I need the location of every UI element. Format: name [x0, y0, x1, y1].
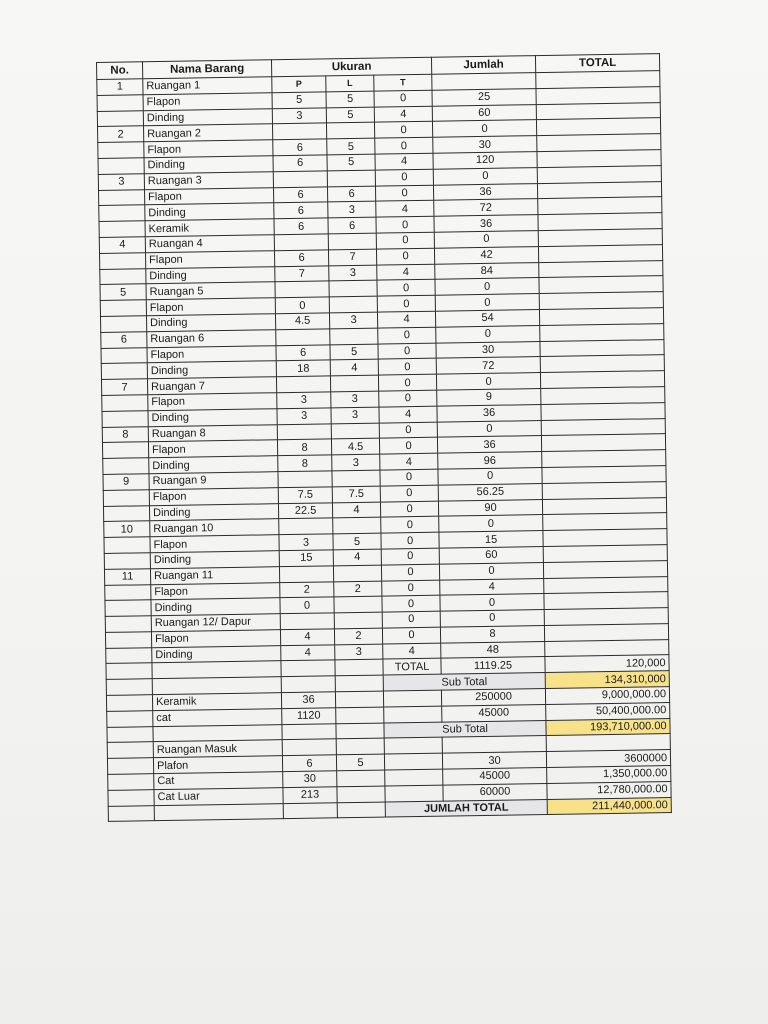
row-jumlah: [432, 73, 536, 90]
row-l: 3: [328, 201, 376, 218]
row-p: 18: [276, 360, 330, 377]
row-l: [334, 596, 382, 613]
row-no: [102, 395, 148, 412]
row-p: 0: [280, 597, 334, 614]
row-no: [101, 347, 147, 364]
row-t: 0: [381, 548, 439, 565]
row-l: 2: [334, 581, 382, 598]
row-name: Ruangan 7: [147, 377, 276, 395]
row-jumlah: 56.25: [438, 483, 542, 500]
subtotal-1-value: 134,310,000: [545, 671, 669, 689]
cat-luar-name: Cat Luar: [154, 788, 283, 806]
row-t: 0: [382, 580, 440, 597]
row-no: [104, 537, 150, 554]
row-jumlah: 60: [432, 104, 536, 121]
row-jumlah: 72: [434, 199, 538, 216]
row-no: 6: [101, 331, 147, 348]
row-name: Dinding: [144, 156, 273, 174]
table-body: [97, 71, 669, 664]
grand-total-label: JUMLAH TOTAL: [385, 799, 547, 817]
row-l: 3: [335, 644, 383, 661]
row-jumlah: 36: [437, 436, 541, 453]
row-no: [97, 95, 143, 112]
row-t: 0: [374, 90, 432, 107]
row-l: 2: [334, 628, 382, 645]
row-jumlah: 0: [433, 167, 537, 184]
row-name: Flapon: [148, 440, 277, 458]
header-ukuran: Ukuran: [271, 57, 431, 77]
row-p: [275, 281, 329, 298]
row-no: [102, 442, 148, 459]
cat-masuk-qty: 30: [283, 771, 337, 788]
row-t: 0: [378, 374, 436, 391]
total-label: TOTAL: [383, 659, 441, 676]
row-p: 6: [274, 250, 328, 267]
cat-luar-total: 12,780,000.00: [547, 781, 671, 799]
row-t: 0: [379, 438, 437, 455]
keramik-name: Keramik: [152, 693, 281, 711]
row-jumlah: 0: [436, 325, 540, 342]
row-jumlah: 120: [433, 152, 537, 169]
row-l: 3: [331, 407, 379, 424]
cat-name: cat: [153, 709, 282, 727]
row-no: 8: [102, 426, 148, 443]
row-t: 0: [382, 595, 440, 612]
row-name: Ruangan 6: [147, 329, 276, 347]
row-no: 5: [100, 284, 146, 301]
keramik-price: 250000: [441, 689, 545, 706]
cost-table-container: [96, 53, 672, 822]
row-p: 4.5: [275, 313, 329, 330]
row-name: Ruangan 3: [144, 172, 273, 190]
row-t: 0: [378, 359, 436, 376]
row-no: [105, 632, 151, 649]
row-t: 0: [378, 343, 436, 360]
row-jumlah: 84: [435, 262, 539, 279]
row-jumlah: 90: [438, 499, 542, 516]
row-l: 3: [331, 391, 379, 408]
row-l: 6: [328, 217, 376, 234]
row-total: [543, 560, 667, 578]
cat-luar-price: 60000: [443, 783, 547, 800]
row-jumlah: 0: [438, 467, 542, 484]
plafon-name: Plafon: [153, 756, 282, 774]
row-p: 22.5: [278, 502, 332, 519]
row-l: 5: [327, 154, 375, 171]
row-jumlah: 96: [438, 452, 542, 469]
row-no: [105, 584, 151, 601]
row-p: 15: [279, 550, 333, 567]
row-l: 5: [330, 344, 378, 361]
row-p: 5: [272, 92, 326, 109]
row-l: [334, 612, 382, 629]
row-total: [543, 544, 667, 562]
plafon-jumlah: 30: [442, 752, 546, 769]
row-total: [541, 402, 665, 420]
row-t: 0: [380, 501, 438, 518]
row-name: Ruangan 1: [143, 77, 272, 95]
row-name: Ruangan 2: [144, 124, 273, 142]
row-no: [105, 616, 151, 633]
row-jumlah: 0: [437, 420, 541, 437]
row-l: [333, 517, 381, 534]
row-p: 7.5: [278, 487, 332, 504]
row-t: 0: [381, 564, 439, 581]
keramik-qty: 36: [281, 692, 335, 709]
row-no: [103, 489, 149, 506]
row-l: [328, 233, 376, 250]
row-p: 6: [274, 202, 328, 219]
row-no: [100, 268, 146, 285]
row-l: 3: [332, 454, 380, 471]
row-jumlah: 0: [436, 373, 540, 390]
row-total: [537, 181, 661, 199]
keramik-total: 9,000,000.00: [545, 687, 669, 705]
row-p: 2: [280, 581, 334, 598]
row-l: 4.5: [331, 438, 379, 455]
cat-qty: 1120: [282, 708, 336, 725]
row-p: 3: [279, 534, 333, 551]
header-nama-barang: Nama Barang: [143, 60, 272, 79]
row-l: 7: [328, 249, 376, 266]
row-name: Flapon: [151, 630, 280, 648]
row-total: [539, 292, 663, 310]
row-name: Ruangan 11: [150, 566, 279, 584]
row-t: 4: [377, 264, 435, 281]
row-t: 4: [374, 106, 432, 123]
row-t: 0: [376, 232, 434, 249]
row-p: [277, 423, 331, 440]
header-no: No.: [97, 62, 143, 80]
row-t: 0: [380, 485, 438, 502]
row-t: 0: [377, 295, 435, 312]
row-t: 0: [379, 422, 437, 439]
row-jumlah: 15: [439, 531, 543, 548]
row-name: Ruangan 12/ Dapur: [151, 614, 280, 632]
row-p: 6: [274, 218, 328, 235]
subtotal-2-value: 193,710,000.00: [546, 718, 670, 736]
row-name: Flapon: [145, 187, 274, 205]
row-name: Dinding: [150, 551, 279, 569]
row-total: [543, 529, 667, 547]
row-l: [333, 565, 381, 582]
row-no: [106, 647, 152, 664]
row-t: 0: [377, 280, 435, 297]
row-t: 4: [377, 311, 435, 328]
row-name: Flapon: [144, 140, 273, 158]
row-jumlah: 0: [439, 562, 543, 579]
header-p: P: [272, 76, 326, 93]
ruangan-masuk-name: Ruangan Masuk: [153, 740, 282, 758]
row-name: Keramik: [145, 219, 274, 237]
row-p: [276, 376, 330, 393]
row-jumlah: 48: [441, 641, 545, 658]
row-p: [279, 518, 333, 535]
row-no: [104, 553, 150, 570]
row-no: 11: [104, 568, 150, 585]
row-p: [274, 234, 328, 251]
row-total: [537, 150, 661, 168]
row-jumlah: 0: [434, 231, 538, 248]
row-name: Dinding: [151, 598, 280, 616]
plafon-total: 3600000: [546, 750, 670, 768]
row-no: [103, 458, 149, 475]
row-p: 6: [273, 155, 327, 172]
row-jumlah: 8: [440, 625, 544, 642]
row-jumlah: 9: [437, 388, 541, 405]
row-name: Ruangan 10: [150, 519, 279, 537]
row-l: 3: [329, 312, 377, 329]
row-jumlah: 60: [439, 546, 543, 563]
row-total: [539, 276, 663, 294]
row-name: Dinding: [147, 361, 276, 379]
row-name: Dinding: [149, 456, 278, 474]
header-jumlah: Jumlah: [431, 56, 535, 75]
row-name: Dinding: [149, 503, 278, 521]
row-no: [99, 189, 145, 206]
row-name: Ruangan 4: [145, 235, 274, 253]
cat-price: 45000: [442, 704, 546, 721]
row-name: Dinding: [152, 645, 281, 663]
row-t: 0: [376, 216, 434, 233]
row-no: 3: [98, 174, 144, 191]
row-jumlah: 36: [437, 404, 541, 421]
row-no: [105, 600, 151, 617]
row-t: 0: [382, 627, 440, 644]
cost-table: [96, 53, 672, 822]
row-no: [102, 410, 148, 427]
row-l: [329, 280, 377, 297]
row-l: 4: [330, 359, 378, 376]
row-p: [279, 566, 333, 583]
row-name: Flapon: [148, 393, 277, 411]
row-jumlah: 0: [440, 610, 544, 627]
header-l: L: [326, 75, 374, 92]
row-no: [99, 205, 145, 222]
row-t: 0: [375, 169, 433, 186]
row-p: 8: [277, 439, 331, 456]
row-jumlah: 36: [434, 183, 538, 200]
cat-masuk-price: 45000: [443, 768, 547, 785]
subtotal-1-label: Sub Total: [383, 673, 545, 691]
row-name: Ruangan 5: [146, 282, 275, 300]
row-jumlah: 30: [436, 341, 540, 358]
row-jumlah: 0: [435, 294, 539, 311]
row-jumlah: 25: [432, 88, 536, 105]
cat-luar-qty: 213: [283, 787, 337, 804]
row-no: [98, 142, 144, 159]
total-value: 120,000: [545, 655, 669, 673]
row-p: [272, 123, 326, 140]
row-no: 7: [101, 379, 147, 396]
row-l: 5: [327, 138, 375, 155]
total-jumlah: 1119.25: [441, 657, 545, 674]
cat-total: 50,400,000.00: [546, 702, 670, 720]
row-no: [103, 505, 149, 522]
row-t: 0: [379, 390, 437, 407]
row-name: Flapon: [150, 535, 279, 553]
row-no: [100, 253, 146, 270]
row-l: 7.5: [332, 486, 380, 503]
row-l: [329, 296, 377, 313]
row-name: Flapon: [146, 298, 275, 316]
row-l: 5: [326, 91, 374, 108]
row-t: 0: [380, 469, 438, 486]
row-jumlah: 0: [439, 515, 543, 532]
row-no: [101, 363, 147, 380]
row-t: 0: [381, 532, 439, 549]
row-l: [326, 123, 374, 140]
header-total: TOTAL: [535, 54, 659, 73]
row-jumlah: 72: [436, 357, 540, 374]
row-no: [97, 110, 143, 127]
cat-masuk-name: Cat: [154, 772, 283, 790]
row-p: 4: [281, 645, 335, 662]
row-no: [100, 300, 146, 317]
row-no: [98, 158, 144, 175]
plafon-p: 6: [282, 755, 336, 772]
row-t: 4: [380, 453, 438, 470]
row-name: Dinding: [145, 203, 274, 221]
row-total: [537, 165, 661, 183]
row-name: Ruangan 9: [149, 472, 278, 490]
row-no: 4: [99, 237, 145, 254]
row-p: 0: [275, 297, 329, 314]
row-no: 10: [104, 521, 150, 538]
row-no: 1: [97, 79, 143, 96]
subtotal-2-label: Sub Total: [384, 720, 546, 738]
row-p: 6: [273, 139, 327, 156]
row-t: 0: [375, 137, 433, 154]
row-p: [278, 471, 332, 488]
row-name: Ruangan 8: [148, 424, 277, 442]
header-t: T: [374, 74, 432, 91]
row-name: Flapon: [151, 582, 280, 600]
row-name: Dinding: [143, 108, 272, 126]
row-name: Dinding: [148, 408, 277, 426]
row-p: [280, 613, 334, 630]
row-jumlah: 4: [440, 578, 544, 595]
row-l: [327, 170, 375, 187]
row-name: Flapon: [145, 250, 274, 268]
row-total: [541, 418, 665, 436]
row-l: 3: [329, 265, 377, 282]
row-l: 5: [326, 107, 374, 124]
cat-masuk-total: 1,350,000.00: [547, 766, 671, 784]
row-l: [330, 375, 378, 392]
row-p: 3: [272, 107, 326, 124]
row-no: [100, 316, 146, 333]
plafon-l: 5: [336, 754, 384, 771]
row-p: 3: [277, 392, 331, 409]
row-name: Flapon: [147, 345, 276, 363]
row-no: 9: [103, 474, 149, 491]
row-t: 4: [376, 201, 434, 218]
row-no: 2: [98, 126, 144, 143]
row-t: 0: [381, 516, 439, 533]
grand-total-value: 211,440,000.00: [547, 797, 671, 815]
row-l: 4: [333, 549, 381, 566]
row-total: [539, 308, 663, 326]
row-l: [332, 470, 380, 487]
row-name: Dinding: [146, 266, 275, 284]
row-p: 6: [276, 344, 330, 361]
row-p: 8: [278, 455, 332, 472]
row-jumlah: 42: [434, 246, 538, 263]
row-t: 0: [382, 611, 440, 628]
row-no: [99, 221, 145, 238]
row-p: 6: [273, 186, 327, 203]
row-jumlah: 36: [434, 215, 538, 232]
row-p: [276, 329, 330, 346]
row-name: Flapon: [149, 487, 278, 505]
row-t: 0: [375, 185, 433, 202]
row-t: 0: [374, 122, 432, 139]
row-p: 3: [277, 408, 331, 425]
row-l: [331, 423, 379, 440]
row-t: 0: [376, 248, 434, 265]
row-t: 4: [383, 643, 441, 660]
row-jumlah: 0: [433, 120, 537, 137]
row-t: 0: [378, 327, 436, 344]
row-l: 6: [327, 186, 375, 203]
row-jumlah: 0: [440, 594, 544, 611]
row-t: 4: [379, 406, 437, 423]
row-jumlah: 0: [435, 278, 539, 295]
row-t: 4: [375, 153, 433, 170]
row-l: 4: [332, 502, 380, 519]
row-jumlah: 30: [433, 136, 537, 153]
row-p: 7: [275, 265, 329, 282]
row-l: [330, 328, 378, 345]
row-name: Flapon: [143, 93, 272, 111]
row-name: Dinding: [146, 314, 275, 332]
row-p: 4: [280, 629, 334, 646]
row-p: [273, 171, 327, 188]
row-jumlah: 54: [435, 310, 539, 327]
row-total: [541, 434, 665, 452]
row-l: 5: [333, 533, 381, 550]
